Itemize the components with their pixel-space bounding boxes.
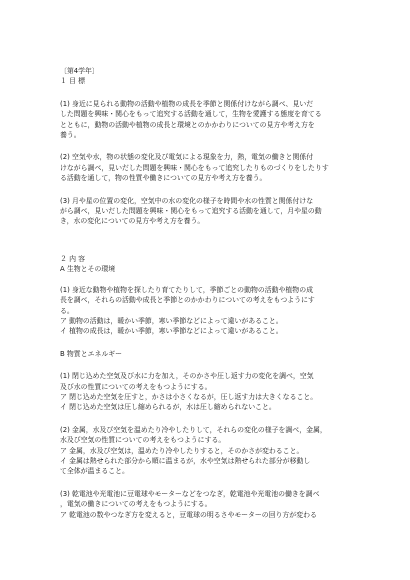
text-line: とともに，動物の活動や植物の成長と環境とのかかわりについての見方や考え方を <box>60 120 315 129</box>
content-b3-paragraph <box>60 489 360 520</box>
goal-3-paragraph <box>60 196 360 227</box>
content-b2-paragraph <box>60 425 360 477</box>
text-line: イ 植物の成長は，暖かい季節，寒い季節などによって違いがあること。 <box>60 327 283 336</box>
goal-1-paragraph <box>60 99 360 141</box>
text-line: (1) 身近に見られる動物の活動や植物の成長を季節と関係付けながら調べ、見いだ <box>60 99 314 108</box>
document-page <box>60 66 360 520</box>
section-a-heading: A 生物とその環境 <box>60 265 116 274</box>
content-b1-paragraph <box>60 371 360 413</box>
grade-heading: 〔第4学年〕 <box>60 67 99 75</box>
text-line: (3) 乾電池や光電池に豆電球やモーターなどをつなぎ，乾電池や光電池の働きを調べ <box>60 489 320 498</box>
text-line: けながら調べ，見いだした問題を興味・関心をもって追究したりものづくりをしたりす <box>60 163 329 172</box>
text-line: (2) 空気や水，物の状態の変化及び電気による現象を力，熱，電気の働きと関係付 <box>60 153 314 162</box>
text-line: ア 閉じ込めた空気を圧すと，かさは小さくなるが，圧し返す力は大きくなること。 <box>60 392 318 401</box>
text-line: (1) 身近な動物や植物を探したり育てたりして，季節ごとの動物の活動や植物の成 <box>60 285 313 294</box>
text-line: ア 動物の活動は，暖かい季節，寒い季節などによって違いがあること。 <box>60 316 283 325</box>
goal-2-paragraph <box>60 152 360 183</box>
text-line: ア 金属，水及び空気は，温めたり冷やしたりすると，そのかさが変わること。 <box>60 446 304 455</box>
text-line: て全体が温まること。 <box>60 467 129 476</box>
contents-heading: ２ 内 容 <box>60 254 86 263</box>
text-line: 養う。 <box>60 131 81 140</box>
text-line: した問題を興味・関心をもって追究する活動を通して，生物を愛護する態度を育てる <box>60 110 322 119</box>
text-line: る。 <box>60 306 74 315</box>
text-line: き，水の変化についての見方や考え方を養う。 <box>60 217 205 226</box>
text-line: 水及び空気の性質についての考えをもつようにする。 <box>60 436 226 445</box>
section-b-heading: B 物質とエネルギー <box>60 349 123 358</box>
text-line: (3) 月や星の位置の変化，空気中の水の変化の様子を時間や水の性質と関係付けな <box>60 196 314 205</box>
text-line: ，電気の働きについての考えをもつようにする。 <box>60 500 212 509</box>
text-line: 及び水の性質についての考えをもつようにする。 <box>60 382 212 391</box>
goals-heading: １ 目 標 <box>60 77 86 86</box>
content-a1-paragraph <box>60 285 360 337</box>
text-line: (1) 閉じ込めた空気及び水に力を加え，そのかさや圧し返す力の変化を調べ，空気 <box>60 372 314 381</box>
text-line: ア 乾電池の数やつなぎ方を変えると，豆電球の明るさやモーターの回り方が変わる <box>60 510 317 519</box>
text-line: 長を調べ，それらの活動や成長と季節とのかかわりについての考えをもつようにす <box>60 296 315 305</box>
text-line: (2) 金属，水及び空気を温めたり冷やしたりして，それらの変化の様子を調べ，金属， <box>60 425 327 434</box>
text-line: イ 金属は熱せられた部分から順に温まるが，水や空気は熱せられた部分が移動し <box>60 456 311 465</box>
text-line: る活動を通して，物の性質や働きについての見方や考え方を養う。 <box>60 174 267 183</box>
text-line: がら調べ，見いだした問題を興味・関心をもって追究する活動を通して，月や星の動 <box>60 207 322 216</box>
text-line: イ 閉じ込めた空気は圧し縮められるが，水は圧し縮められないこと。 <box>60 403 276 412</box>
